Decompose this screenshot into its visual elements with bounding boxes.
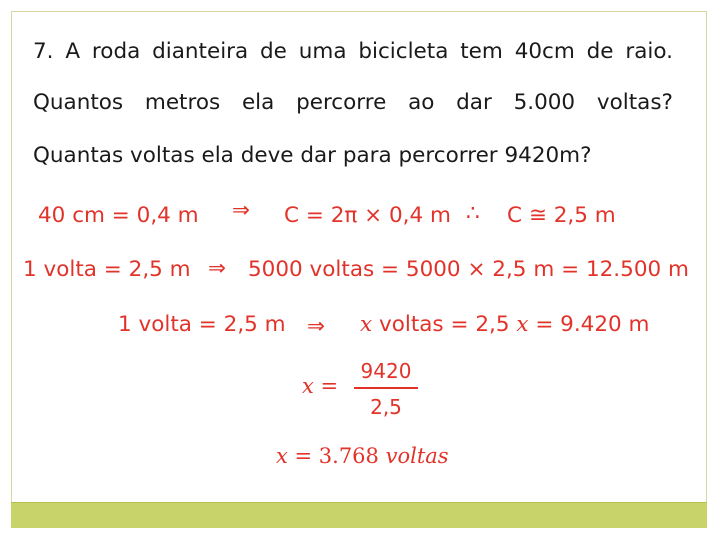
eq1-lhs: x = xyxy=(302,374,339,398)
question-word: uma xyxy=(298,39,347,64)
implies-arrow-icon: ⇒ xyxy=(232,198,251,223)
implies-arrow-icon: ⇒ xyxy=(307,314,326,339)
question-word: voltas? xyxy=(596,90,673,115)
question-line-2 xyxy=(33,90,673,115)
variable-x: x xyxy=(276,444,288,468)
step3-left: 1 volta = 2,5 m xyxy=(118,312,286,337)
question-word: 5.000 xyxy=(513,90,576,115)
step3-mid: voltas = 2,5 xyxy=(372,312,517,337)
question-word: 7. xyxy=(33,39,54,64)
question-line-3: Quantas voltas ela deve dar para percorrer 9420m? xyxy=(33,143,592,168)
question-word: dar xyxy=(456,90,492,115)
circumference-formula: C = 2π × 0,4 m xyxy=(284,203,451,228)
question-word: bicicleta xyxy=(358,39,449,64)
question-word: percorre xyxy=(296,90,387,115)
question-word: raio. xyxy=(625,39,673,64)
conversion-text: 40 cm = 0,4 m xyxy=(38,203,199,228)
final-unit: voltas xyxy=(385,444,449,468)
fraction-bar xyxy=(354,387,418,389)
question-word: de xyxy=(586,39,614,64)
fraction-denominator: 2,5 xyxy=(370,394,402,419)
fraction-numerator: 9420 xyxy=(360,359,412,383)
step3-right xyxy=(360,312,650,337)
question-word: metros xyxy=(144,90,221,115)
question-word: dianteira xyxy=(152,39,249,64)
variable-x: x xyxy=(360,312,373,337)
question-word: Quantos xyxy=(33,90,124,115)
question-word: ao xyxy=(408,90,435,115)
question-word: roda xyxy=(91,39,141,64)
footer-bar xyxy=(11,502,707,528)
step2-right: 5000 voltas = 5000 × 2,5 m = 12.500 m xyxy=(248,257,689,282)
question-word: A xyxy=(65,39,81,64)
question-line-1 xyxy=(33,39,673,64)
question-word: 40cm xyxy=(514,39,575,64)
final-value: = 3.768 xyxy=(287,444,386,468)
question-word: ela xyxy=(241,90,275,115)
therefore-icon: ∴ xyxy=(466,201,480,226)
question-word: tem xyxy=(460,39,503,64)
step2-left: 1 volta = 2,5 m xyxy=(23,257,191,282)
variable-x: x xyxy=(516,312,529,337)
final-answer xyxy=(276,444,449,468)
implies-arrow-icon: ⇒ xyxy=(208,256,227,281)
step3-end: = 9.420 m xyxy=(528,312,650,337)
question-word: de xyxy=(260,39,287,64)
fraction xyxy=(354,357,418,421)
circumference-result: C ≅ 2,5 m xyxy=(507,203,616,228)
